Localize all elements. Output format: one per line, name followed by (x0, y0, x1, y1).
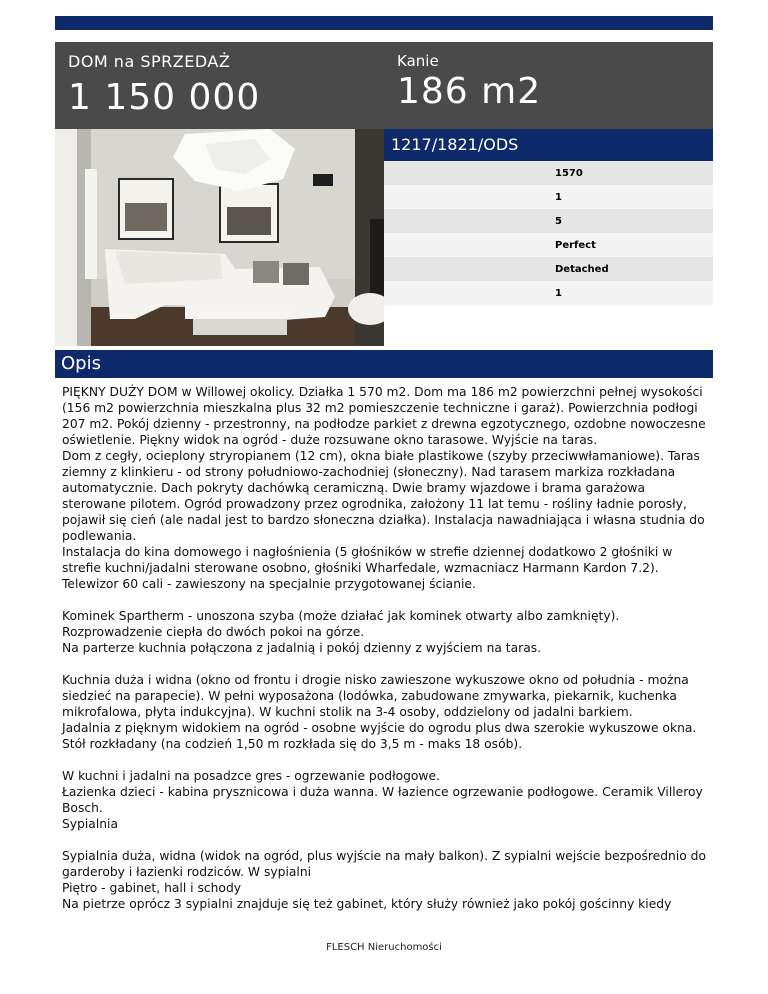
description-paragraph: PIĘKNY DUŻY DOM w Willowej okolicy. Działka 1 570 m2. Dom ma 186 m2 powierzchni pełnej wysokości (156 m2 powierzchnia mieszkalna plus 32 m2 pomieszczenie techniczne i garaż). Powierzchnia podłogi 207 m2. Pokój dzienny - przestronny, na podłodze parkiet z drewna egzotycznego, ozdobne nowoczesne oświetlenie. Piękny widok na ogród - duże rozsuwane okno tarasowe. Wyjście na taras. Dom z cegły, ocieplony stryropianem (12 cm), okna białe plastikowe (szyby przeciwwłamaniowe). Taras ziemny z klinkieru - od strony południowo-zachodniej (słoneczny). Nad tarasem markiza rozkładana automatycznie. Dach pokryty dachówką ceramiczną. Dwie bramy wjazdowe i brama garażowa sterowane pilotem. Ogród prowadzony przez ogrodnika, założony 11 lat temu - rośliny ładnie porosły, pojawił się cień (ale nadal jest to bardzo słoneczna działka). Instalacja nawadniająca i własna studnia do podlewania. Instalacja do kina domowego i nagłośnienia (5 głośników w strefie dziennej dodatkowo 2 głośniki w strefie kuchni/jadalni sterowane osobno, głośniki Wharfedale, wzmacniacz Harmann Kardon 7.2). Telewizor 60 cali - zawieszony na specjalnie przygotowanej ścianie. (62, 385, 706, 591)
footer: FLESCH Nieruchomości (326, 942, 442, 953)
details-row (384, 209, 713, 233)
details-value: 1 (555, 192, 562, 203)
property-photo (55, 129, 384, 346)
details-row (384, 281, 713, 305)
reference-bar (384, 129, 713, 161)
price-block (68, 52, 260, 120)
description-paragraph: Sypialnia duża, widna (widok na ogród, plus wyjście na mały balkon). Z sypialni wejście bezpośrednio do garderoby i łazienki rodziców. W sypialni Piętro - gabinet, hall i schody Na pietrze oprócz 3 sypialni znajduje się też gabinet, który służy również jako pokój gościnny kiedy (62, 849, 707, 911)
location-block (397, 52, 541, 114)
details-row (384, 233, 713, 257)
top-stripe (55, 16, 713, 30)
details-row (384, 185, 713, 209)
description-paragraph: W kuchni i jadalni na posadzce gres - ogrzewanie podłogowe. Łazienka dzieci - kabina prysznicowa i duża wanna. W łazience ogrzewanie podłogowe. Ceramik Villeroy Bosch. Sypialnia (62, 769, 703, 831)
listing-header (55, 42, 713, 129)
details-value: Detached (555, 264, 609, 275)
description-paragraph: Kominek Spartherm - unoszona szyba (może działać jak kominek otwarty albo zamknięty). Rozprowadzenie ciepła do dwóch pokoi na górze. Na parterze kuchnia połączona z jadalnią i pokój dzienny z wyjściem na taras. (62, 609, 620, 655)
price: 1 150 000 (68, 77, 261, 118)
reference-number: 1217/1821/ODS (391, 135, 519, 154)
details-row (384, 257, 713, 281)
description-paragraph: Kuchnia duża i widna (okno od frontu i drogie nisko zawieszone wykuszowe okno od południa - można siedzieć na parapecie). W pełni wyposażona (lodówka, zabudowane zmywarka, piekarnik, kuchenka mikrofalowa, płyta indukcyjna). W kuchni stolik na 3-4 osoby, oddzielony od jadalni barkiem. Jadalnia z pięknym widokiem na ogród - osobne wyjście do ogrodu plus dwa szerokie wykuszowe okna. Stół rozkładany (na codzień 1,50 m rozkłada się do 3,5 m - maks 18 osób). (62, 673, 697, 751)
details-value: Perfect (555, 240, 596, 251)
details-value: 5 (555, 216, 562, 227)
details-value: 1 (555, 288, 562, 299)
living-room-photo (55, 129, 384, 346)
description (62, 384, 710, 928)
details-value: 1570 (555, 168, 583, 179)
details-row (384, 161, 713, 185)
section-header (55, 350, 713, 378)
section-title: Opis (61, 353, 101, 374)
area: 186 m2 (397, 71, 542, 112)
details-table (384, 161, 713, 305)
offer-type: DOM na SPRZEDAŻ (68, 52, 231, 71)
location: Kanie (397, 52, 439, 70)
